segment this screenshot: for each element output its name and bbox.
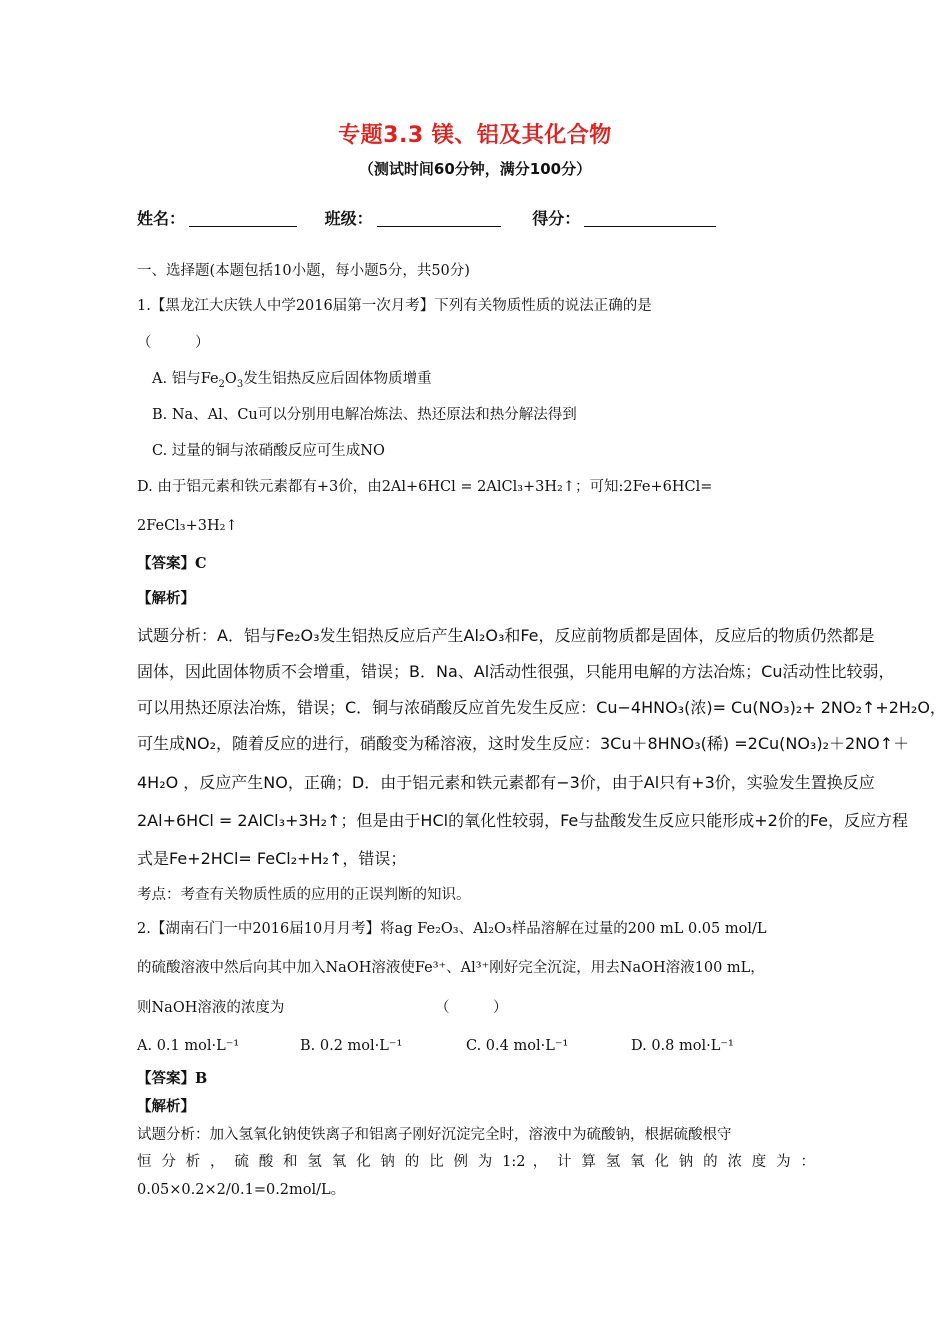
q1-answer: 【答案】C xyxy=(137,555,207,572)
q2-analysis-line-2: 恒 分 析 ， 硫 酸 和 氢 氧 化 钠 的 比 例 为 1:2 ， 计 算 氢 氧 化 钠 的 浓 度 为 ： xyxy=(137,1154,815,1170)
q1-option-d-line1: D. 由于铝元素和铁元素都有+3价，由2Al+6HCl = 2AlCl₃+3H₂↑；可知:2Fe+6HCl= xyxy=(137,479,713,495)
q2-option-a: A. 0.1 mol·L⁻¹ xyxy=(137,1038,240,1054)
q2-analysis-line-1: 试题分析：加入氢氧化钠使铁离子和铝离子刚好沉淀完全时，溶液中为硫酸钠，根据硫酸根守 xyxy=(137,1127,732,1143)
q1-option-a-post: 发生铝热反应后固体物质增重 xyxy=(243,371,432,387)
q1-option-a-pre: A. 铝与Fe xyxy=(152,371,219,387)
q1-analysis-line-7: 式是Fe+2HCl= FeCl₂+H₂↑，错误； xyxy=(137,849,407,868)
section-heading: 一、选择题(本题包括10小题，每小题5分，共50分) xyxy=(137,263,470,279)
q1-paren: （ ） xyxy=(137,335,210,351)
q2-analysis-line-3: 0.05×0.2×2/0.1=0.2mol/L。 xyxy=(137,1182,346,1198)
q1-analysis-label: 【解析】 xyxy=(137,590,195,607)
name-field[interactable] xyxy=(189,208,297,227)
q2-answer: 【答案】B xyxy=(137,1070,208,1087)
q2-stem-line1: 2.【湖南石门一中2016届10月月考】将ag Fe₂O₃、Al₂O₃样品溶解在过量的200 mL 0.05 mol/L xyxy=(137,921,767,937)
class-field[interactable] xyxy=(377,208,501,227)
q2-option-d: D. 0.8 mol·L⁻¹ xyxy=(631,1038,734,1054)
q1-analysis-line-3: 可以用热还原法冶炼，错误；C．铜与浓硝酸反应首先发生反应：Cu−4HNO₃(浓)= Cu(NO₃)₂+ 2NO₂↑+2H₂O， xyxy=(137,698,946,717)
q1-option-d-line2: 2FeCl₃+3H₂↑ xyxy=(137,518,238,534)
student-info-line xyxy=(137,206,716,229)
score-field[interactable] xyxy=(584,208,716,227)
name-label: 姓名： xyxy=(137,209,186,228)
score-label: 得分： xyxy=(532,209,581,228)
q1-analysis-line-6: 2Al+6HCl = 2AlCl₃+3H₂↑；但是由于HCl的氧化性较弱，Fe与盐酸发生反应只能形成+2价的Fe，反应方程 xyxy=(137,811,909,830)
q2-option-c: C. 0.4 mol·L⁻¹ xyxy=(466,1038,569,1054)
q1-kaodian: 考点：考查有关物质性质的应用的正误判断的知识。 xyxy=(137,887,471,903)
q1-option-a-sub2: 3 xyxy=(236,378,244,390)
q1-option-a xyxy=(152,369,432,389)
q2-option-b: B. 0.2 mol·L⁻¹ xyxy=(300,1038,403,1054)
q1-analysis-line-1: 试题分析：A．铝与Fe₂O₃发生铝热反应后产生Al₂O₃和Fe，反应前物质都是固体，反应后的物质仍然都是 xyxy=(137,626,875,645)
q2-paren: （ ） xyxy=(435,1000,508,1016)
q1-analysis-line-2: 固体，因此固体物质不会增重，错误；B．Na、Al活动性很强，只能用电解的方法冶炼；Cu活动性比较弱， xyxy=(137,662,895,681)
q1-analysis-line-5: 4H₂O ，反应产生NO，正确；D．由于铝元素和铁元素都有−3价，由于Al只有+3价，实验发生置换反应 xyxy=(137,773,875,792)
q1-option-a-sub1: 2 xyxy=(218,378,225,390)
q2-stem-line3: 则NaOH溶液的浓度为 xyxy=(137,1000,285,1016)
class-label: 班级： xyxy=(324,209,373,228)
q2-stem-line2: 的硫酸溶液中然后向其中加入NaOH溶液使Fe³⁺、Al³⁺刚好完全沉淀，用去NaOH溶液100 mL， xyxy=(137,960,765,976)
page-title: 专题3.3 镁、铝及其化合物 xyxy=(338,123,612,148)
q1-option-b: B. Na、Al、Cu可以分别用电解冶炼法、热还原法和热分解法得到 xyxy=(152,407,577,423)
page-subtitle: （测试时间60分钟，满分100分） xyxy=(358,160,592,178)
q2-analysis-label: 【解析】 xyxy=(137,1098,195,1115)
q1-stem: 1.【黑龙江大庆铁人中学2016届第一次月考】下列有关物质性质的说法正确的是 xyxy=(137,298,652,314)
q1-option-a-mid: O xyxy=(224,371,237,387)
q1-analysis-line-4: 可生成NO₂，随着反应的进行，硝酸变为稀溶液，这时发生反应：3Cu＋8HNO₃(稀) =2Cu(NO₃)₂＋2NO↑＋ xyxy=(137,734,910,753)
q1-option-c: C. 过量的铜与浓硝酸反应可生成NO xyxy=(152,443,385,459)
